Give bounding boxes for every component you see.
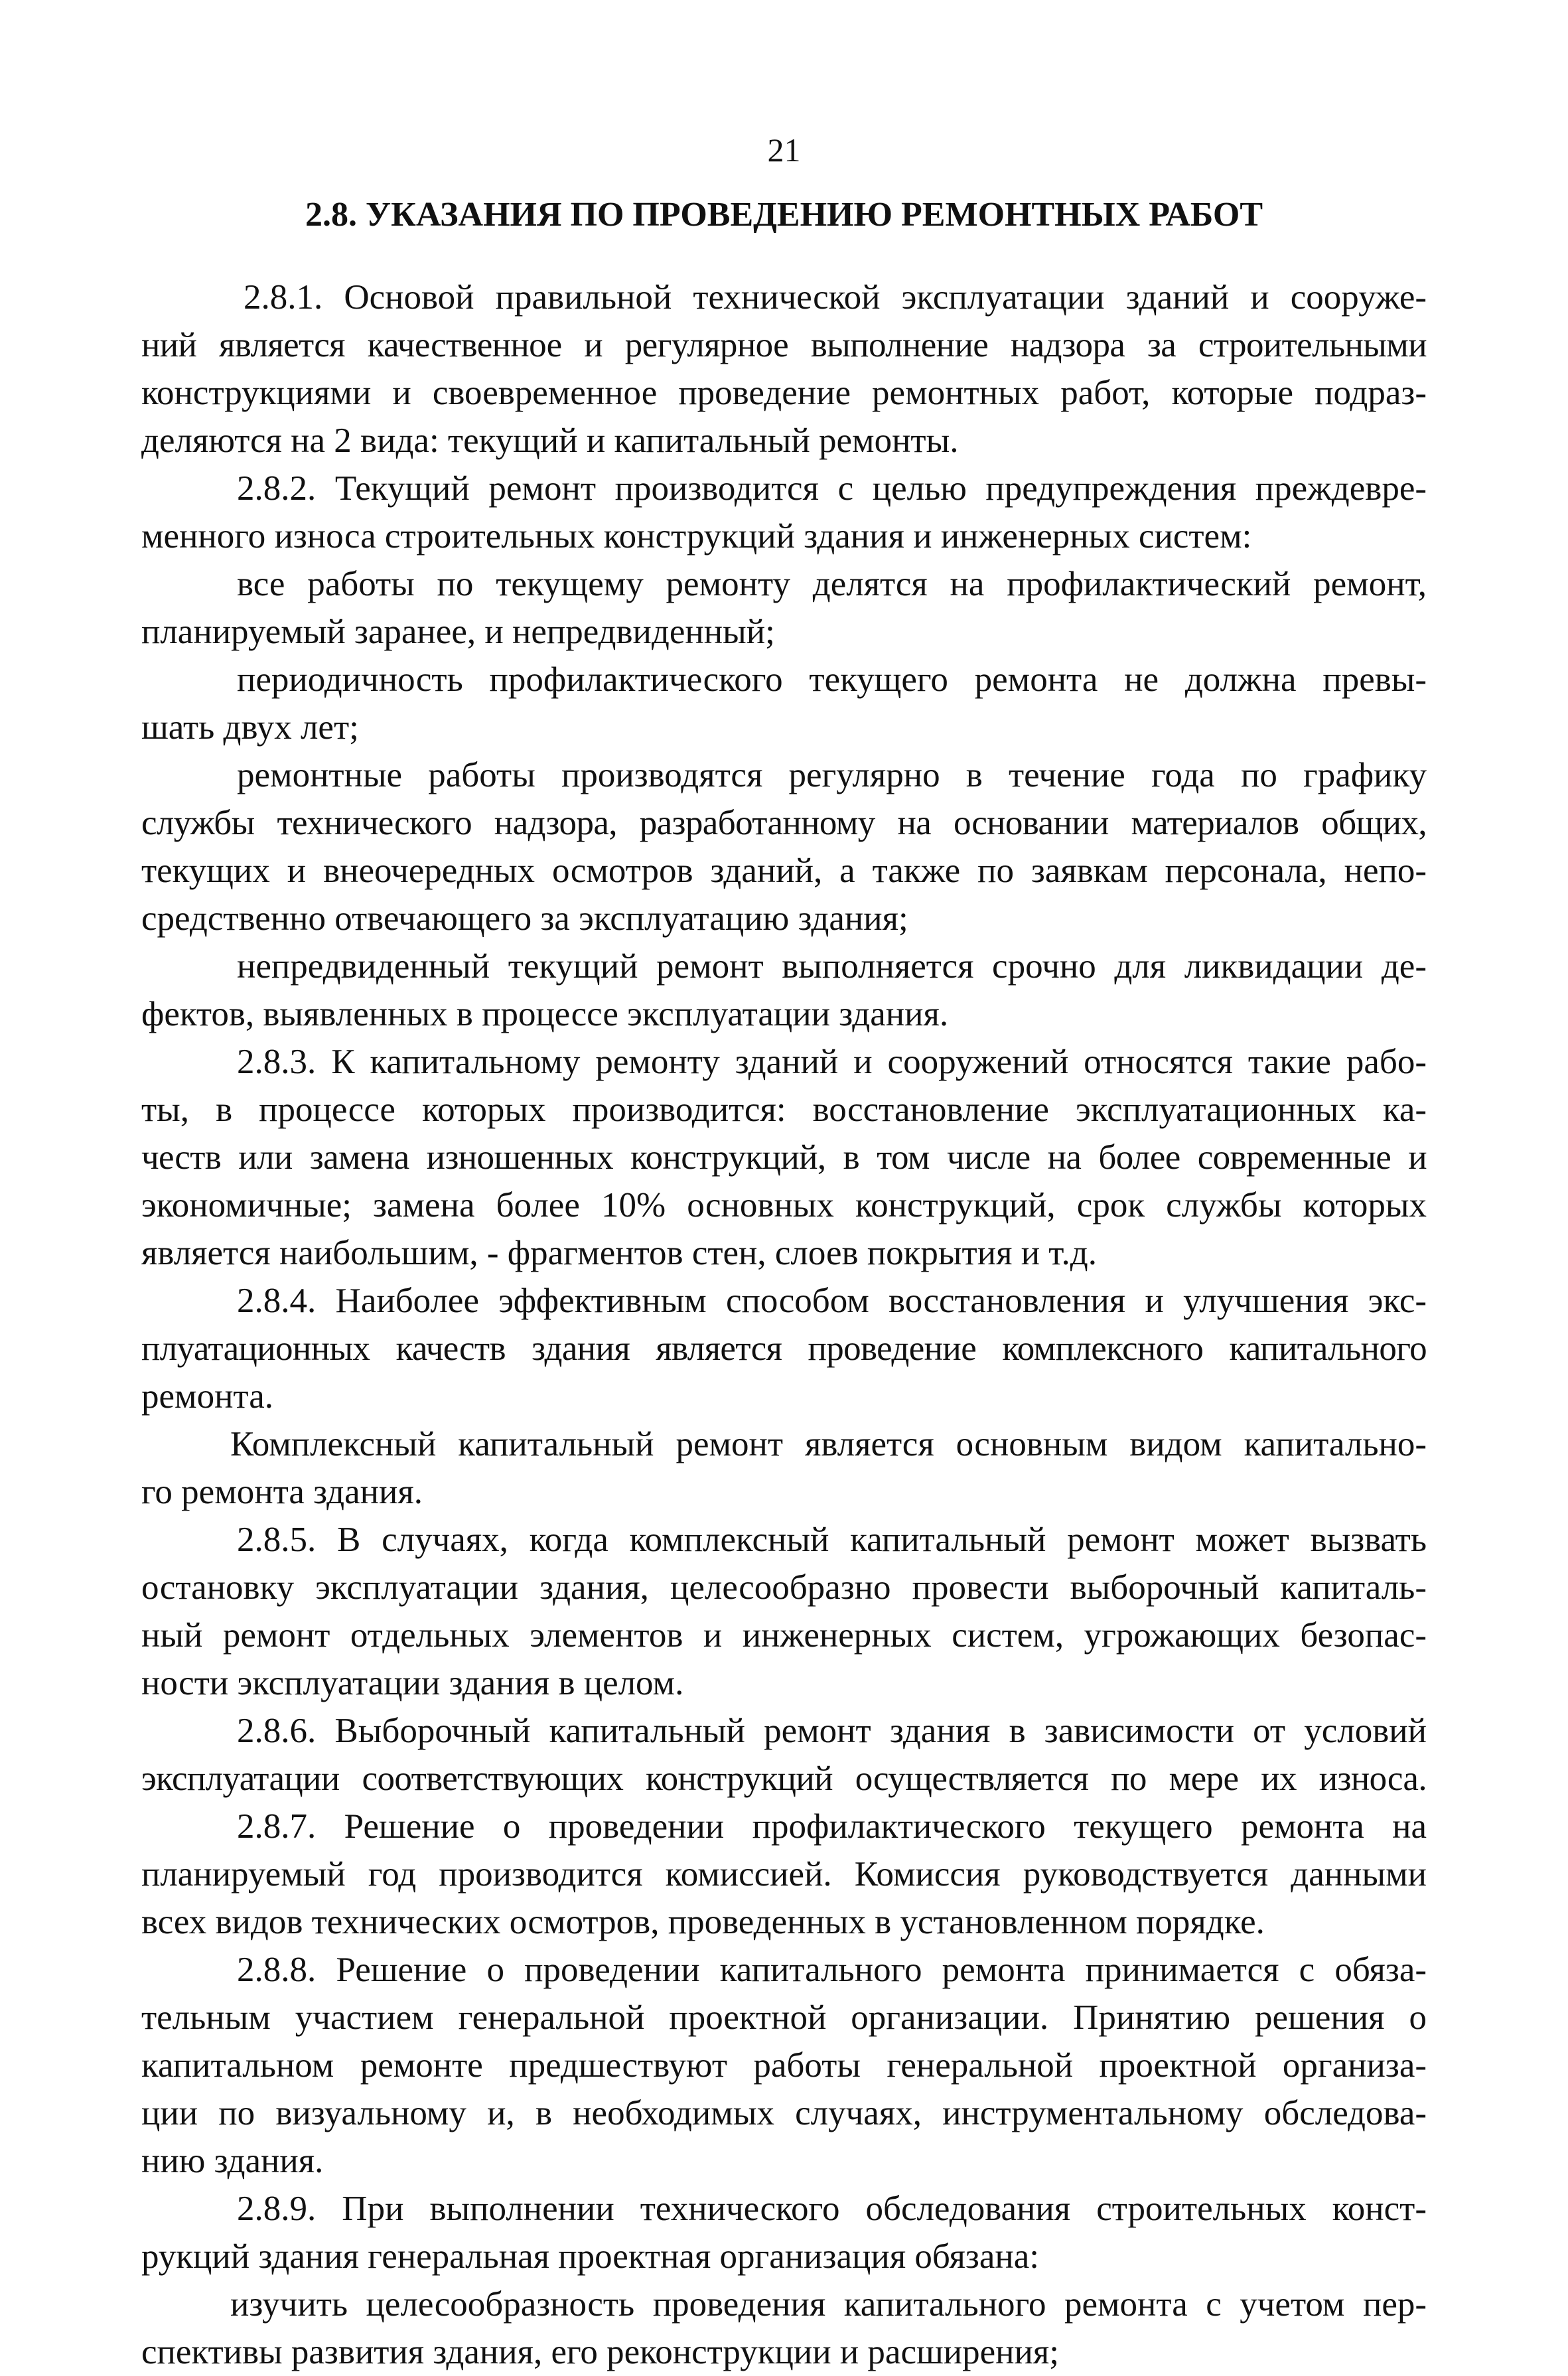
text-line: службы технического надзора, разработанному на основании материалов общих, <box>141 804 1427 842</box>
text-line: 2.8.7. Решение о проведении профилактического текущего ремонта на <box>237 1807 1427 1846</box>
text-line: го ремонта здания. <box>141 1473 423 1511</box>
text-line: 2.8.9. При выполнении технического обследования строительных конст- <box>237 2190 1427 2228</box>
text-line: периодичность профилактического текущего ремонта не должна превы- <box>237 660 1427 699</box>
text-line: средственно отвечающего за эксплуатацию здания; <box>141 899 908 938</box>
text-line: Комплексный капитальный ремонт является основным видом капитально- <box>230 1425 1427 1463</box>
text-line: тельным участием генеральной проектной организации. Принятию решения о <box>141 1998 1427 2037</box>
text-line: ний является качественное и регулярное выполнение надзора за строительными <box>141 326 1427 364</box>
text-line: 2.8.6. Выборочный капитальный ремонт здания в зависимости от условий <box>237 1712 1427 1750</box>
text-line: ремонтные работы производятся регулярно в течение года по графику <box>237 756 1427 794</box>
text-line: 2.8.1. Основой правильной технической эксплуатации зданий и сооруже- <box>244 278 1427 317</box>
text-line: планируемый заранее, и непредвиденный; <box>141 613 775 651</box>
text-line: рукций здания генеральная проектная организация обязана: <box>141 2237 1039 2276</box>
text-line: конструкциями и своевременное проведение ремонтных работ, которые подраз- <box>141 374 1427 412</box>
text-line: шать двух лет; <box>141 708 359 747</box>
text-line: нию здания. <box>141 2142 324 2180</box>
text-line: ный ремонт отдельных элементов и инженерных систем, угрожающих безопас- <box>141 1616 1427 1655</box>
text-line: экономичные; замена более 10% основных конструкций, срок службы которых <box>141 1186 1427 1225</box>
text-line: эксплуатации соответствующих конструкций осуществляется по мере их износа. <box>141 1759 1427 1798</box>
text-line: капитальном ремонте предшествуют работы генеральной проектной организа- <box>141 2046 1427 2085</box>
text-line: является наибольшим, - фрагментов стен, слоев покрытия и т.д. <box>141 1234 1097 1272</box>
text-line: ремонта. <box>141 1377 274 1416</box>
text-line: спективы развития здания, его реконструкции и расширения; <box>141 2333 1059 2371</box>
text-line: ции по визуальному и, в необходимых случаях, инструментальному обследова- <box>141 2094 1427 2132</box>
text-line: 2.8.2. Текущий ремонт производится с целью предупреждения преждевре- <box>237 469 1427 508</box>
text-line: текущих и внеочередных осмотров зданий, а также по заявкам персонала, непо- <box>141 852 1427 890</box>
body-text <box>141 273 1427 2376</box>
page-number: 21 <box>767 131 801 169</box>
text-line: честв или замена изношенных конструкций, в том числе на более современные и <box>141 1138 1427 1177</box>
text-line: остановку эксплуатации здания, целесообразно провести выборочный капиталь- <box>141 1568 1427 1607</box>
text-line: 2.8.5. В случаях, когда комплексный капитальный ремонт может вызвать <box>237 1521 1427 1559</box>
section-heading: 2.8. УКАЗАНИЯ ПО ПРОВЕДЕНИЮ РЕМОНТНЫХ РАБОТ <box>305 196 1263 234</box>
text-line: ности эксплуатации здания в целом. <box>141 1664 684 1702</box>
text-line: менного износа строительных конструкций здания и инженерных систем: <box>141 517 1252 556</box>
text-line: ты, в процессе которых производится: восстановление эксплуатационных ка- <box>141 1090 1427 1129</box>
text-line: плуатационных качеств здания является проведение комплексного капитального <box>141 1329 1427 1368</box>
text-line: фектов, выявленных в процессе эксплуатации здания. <box>141 995 949 1033</box>
text-line: 2.8.8. Решение о проведении капитального ремонта принимается с обяза- <box>237 1951 1427 1989</box>
text-line: деляются на 2 вида: текущий и капитальный ремонты. <box>141 421 959 460</box>
text-line: 2.8.3. К капитальному ремонту зданий и сооружений относятся такие рабо- <box>237 1043 1427 1081</box>
text-line: изучить целесообразность проведения капитального ремонта с учетом пер- <box>230 2285 1427 2324</box>
text-line: все работы по текущему ремонту делятся на профилактический ремонт, <box>237 565 1427 603</box>
text-line: планируемый год производится комиссией. Комиссия руководствуется данными <box>141 1855 1427 1893</box>
text-line: всех видов технических осмотров, проведенных в установленном порядке. <box>141 1903 1265 1941</box>
text-line: 2.8.4. Наиболее эффективным способом восстановления и улучшения экс- <box>237 1282 1427 1320</box>
text-line: непредвиденный текущий ремонт выполняется срочно для ликвидации де- <box>237 947 1427 986</box>
